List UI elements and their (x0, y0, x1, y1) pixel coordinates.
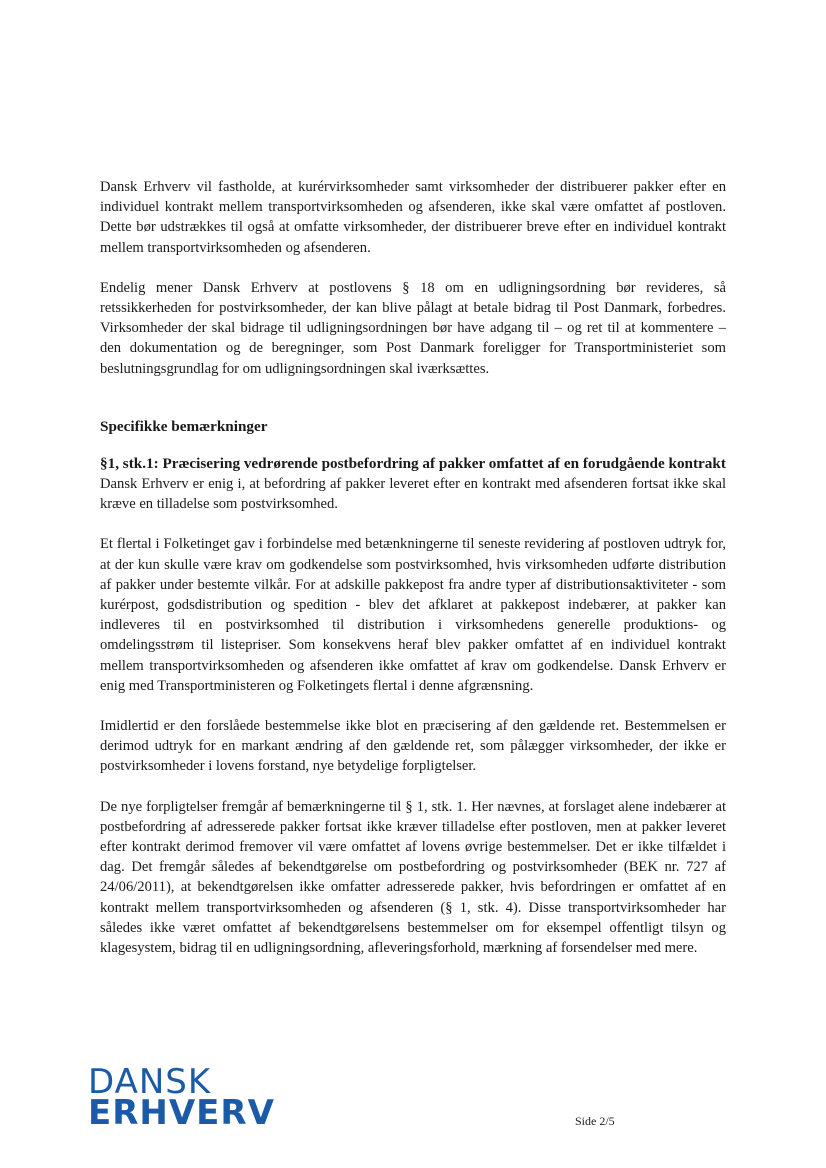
section-heading: Specifikke bemærkninger (100, 417, 268, 435)
body-paragraph-4: De nye forpligtelser fremgår af bemærkningerne til § 1, stk. 1. Her nævnes, at forslaget alene indebærer at postbefordring af adresserede pakker fortsat ikke kræver tilladelse efter postloven, men at pakker leveret efter kontrakt derimod fremover vil være omfattet af lovens øvrige bestemmelser. Det er ikke tilfældet i dag. Det fremgår således af bekendtgørelse om postbefordring og postvirksomheder (BEK nr. 727 af 24/06/2011), at bekendtgørelsen ikke omfatter adresserede pakker, hvis befordringen er omfattet af en kontrakt mellem transportvirksomheden og afsenderen (§ 1, stk. 4). Disse transportvirksomheder har således ikke været omfattet af bekendtgørelsens bestemmelser om for eksempel offentligt tilsyn og klagesystem, bidrag til en udligningsordning, afleveringsforhold, mærkning af forsendelser med mere. (100, 798, 726, 957)
body-paragraph-1: Dansk Erhverv er enig i, at befordring af pakker leveret efter en kontrakt med afsenderen fortsat ikke skal kræve en tilladelse som postvirksomhed. (100, 476, 726, 513)
body-paragraph-2: Et flertal i Folketinget gav i forbindelse med betænkningerne til seneste revidering af postloven udtryk for, at der kun skulle være krav om godkendelse som postvirksomhed, hvis virksomheden udførte distribution af pakker under bestemte vilkår. For at adskille pakkepost fra andre typer af distributionsaktiviteter - som kurérpost, godsdistribution og spedition - blev det afklaret at pakkepost indebærer, at pakker kan indleveres til en postvirksomhed til distribution i virksomhedens generelle produktions- og omdelingsstrøm til listepriser. Som konsekvens heraf blev pakker omfattet af en individuel kontrakt mellem transportvirksomheden og afsenderen ikke omfattet af krav om godkendelse. Dansk Erhverv er enig med Transportministeren og Folketingets flertal i denne afgrænsning. (100, 536, 726, 694)
logo-line-1: DANSK (88, 1062, 212, 1102)
subsection-heading: §1, stk.1: Præcisering vedrørende postbefordring af pakker omfattet af en forudgående kontrakt (100, 455, 726, 473)
document-body (100, 177, 726, 978)
page-number: Side 2/5 (575, 1114, 615, 1128)
intro-paragraph-1: Dansk Erhverv vil fastholde, at kurérvirksomheder samt virksomheder der distribuerer pakker efter en individuel kontrakt mellem transportvirksomheden og afsenderen, ikke skal være omfattet af postloven. Dette bør udstrækkes til også at omfatte virksomheder, der distribuerer breve efter en individuel kontrakt mellem transportvirksomheden og afsenderen. (100, 179, 726, 256)
logo-line-2: ERHVERV (88, 1092, 275, 1133)
intro-paragraph-2: Endelig mener Dansk Erhverv at postlovens § 18 om en udligningsordning bør revideres, så retssikkerheden for postvirksomheder, der kan blive pålagt at betale bidrag til Post Danmark, forbedres. Virksomheder der skal bidrage til udligningsordningen bør have adgang til – og ret til at kommentere – den dokumentation og de beregninger, som Post Danmark foreligger for Transportministeriet som beslutningsgrundlag for om udligningsordningen skal iværksættes. (100, 279, 726, 377)
dansk-erhverv-logo (88, 1062, 275, 1133)
body-paragraph-3: Imidlertid er den forslåede bestemmelse ikke blot en præcisering af den gældende ret. Bestemmelsen er derimod udtryk for en markant ændring af den gældende ret, som pålægger virksomheder, der ikke er postvirksomheder i lovens forstand, nye betydelige forpligtelser. (100, 718, 726, 775)
